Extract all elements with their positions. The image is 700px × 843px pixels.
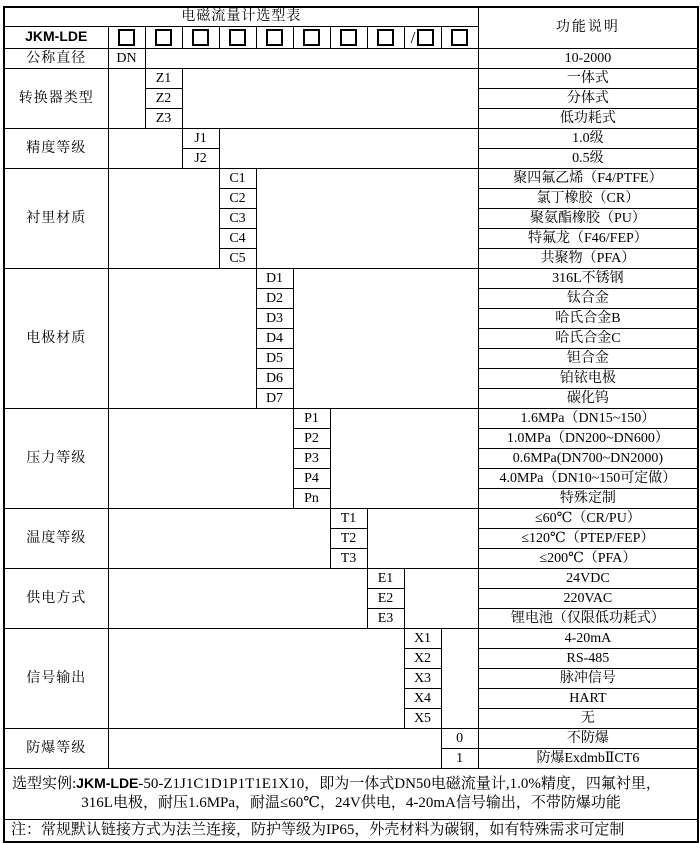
option-code: C3 <box>219 208 256 228</box>
checkbox-icon <box>192 29 209 46</box>
filler-cell <box>108 628 404 728</box>
header-row <box>4 7 698 26</box>
model-name: JKM-LDE <box>4 26 108 48</box>
checkbox-icon <box>340 29 357 46</box>
option-desc: 无 <box>478 708 698 728</box>
filler-cell <box>108 168 219 268</box>
section-row <box>4 128 698 148</box>
checkbox-icon <box>303 29 320 46</box>
option-code: D4 <box>256 328 293 348</box>
option-code: E3 <box>367 608 404 628</box>
filler-cell <box>441 628 478 728</box>
section-row <box>4 168 698 188</box>
option-desc: 钛合金 <box>478 288 698 308</box>
checkbox-icon <box>118 29 135 46</box>
option-desc: 一体式 <box>478 68 698 88</box>
diameter-row <box>4 48 698 68</box>
section-label: 信号输出 <box>4 628 108 728</box>
option-code: X1 <box>404 628 441 648</box>
filler-cell <box>330 408 478 508</box>
option-code: C2 <box>219 188 256 208</box>
option-desc: 低功耗式 <box>478 108 698 128</box>
model-checkbox-cell <box>108 26 145 48</box>
option-code: C5 <box>219 248 256 268</box>
option-desc: 0.6MPa(DN700~DN2000) <box>478 448 698 468</box>
option-desc: 哈氏合金B <box>478 308 698 328</box>
diameter-code: DN <box>108 48 145 68</box>
model-checkbox-cell <box>145 26 182 48</box>
option-code: D1 <box>256 268 293 288</box>
section-row <box>4 568 698 588</box>
option-desc: 特氟龙（F46/FEP） <box>478 228 698 248</box>
option-desc: ≤60℃（CR/PU） <box>478 508 698 528</box>
model-checkbox-cell <box>293 26 330 48</box>
option-desc: 1.6MPa（DN15~150） <box>478 408 698 428</box>
filler-cell <box>219 128 478 168</box>
option-code: E1 <box>367 568 404 588</box>
example-cell <box>4 768 698 819</box>
option-desc: 220VAC <box>478 588 698 608</box>
model-checkbox-cell <box>441 26 478 48</box>
example-text: -50-Z1J1C1D1P1T1E1X10，即为一体式DN50电磁流量计,1.0%精度，四氟衬里， <box>138 776 661 792</box>
checkbox-icon <box>451 29 468 46</box>
option-desc: 锂电池（仅限低功耗式） <box>478 608 698 628</box>
filler-cell <box>108 128 182 168</box>
filler-cell <box>182 68 478 128</box>
section-label: 温度等级 <box>4 508 108 568</box>
example-line2: 316L电极，耐压1.6MPa，耐温≤60℃，24V供电，4-20mA信号输出，不带防爆功能 <box>81 794 621 811</box>
section-row <box>4 68 698 88</box>
section-row <box>4 268 698 288</box>
option-code: D6 <box>256 368 293 388</box>
filler-cell <box>108 408 293 508</box>
option-code: P4 <box>293 468 330 488</box>
filler-cell <box>108 268 256 408</box>
checkbox-icon <box>155 29 172 46</box>
option-code: 0 <box>441 728 478 748</box>
option-desc: 1.0级 <box>478 128 698 148</box>
slash-separator: / <box>410 27 416 47</box>
option-code: T2 <box>330 528 367 548</box>
option-desc: 4-20mA <box>478 628 698 648</box>
filler-cell <box>145 48 478 68</box>
checkbox-icon <box>266 29 283 46</box>
diameter-desc: 10-2000 <box>478 48 698 68</box>
option-desc: 分体式 <box>478 88 698 108</box>
option-code: D5 <box>256 348 293 368</box>
example-model-code: JKM-LDE <box>76 775 139 791</box>
section-label: 电极材质 <box>4 268 108 408</box>
filler-cell <box>108 568 367 628</box>
filler-cell <box>293 268 478 408</box>
section-label: 精度等级 <box>4 128 108 168</box>
option-desc: 脉冲信号 <box>478 668 698 688</box>
model-checkbox-cell <box>182 26 219 48</box>
option-desc: 特殊定制 <box>478 488 698 508</box>
option-desc: 钽合金 <box>478 348 698 368</box>
checkbox-icon <box>417 29 434 46</box>
option-desc: 聚氨酯橡胶（PU） <box>478 208 698 228</box>
option-code: X3 <box>404 668 441 688</box>
option-desc: 碳化钨 <box>478 388 698 408</box>
option-code: Z1 <box>145 68 182 88</box>
filler-cell <box>404 568 478 628</box>
section-row <box>4 508 698 528</box>
option-desc: 铂铱电极 <box>478 368 698 388</box>
option-desc: 共聚物（PFA） <box>478 248 698 268</box>
option-desc: RS-485 <box>478 648 698 668</box>
option-code: T1 <box>330 508 367 528</box>
option-desc: 不防爆 <box>478 728 698 748</box>
example-prefix: 选型实例: <box>12 776 77 792</box>
section-row <box>4 628 698 648</box>
model-checkbox-cell <box>330 26 367 48</box>
note-row <box>4 819 698 842</box>
option-code: D3 <box>256 308 293 328</box>
note-cell: 注：常规默认链接方式为法兰连接，防护等级为IP65，外壳材料为碳钢，如有特殊需求可定制 <box>4 819 698 842</box>
filler-cell <box>367 508 478 568</box>
example-row <box>4 768 698 819</box>
option-code: C1 <box>219 168 256 188</box>
section-label: 防爆等级 <box>4 728 108 768</box>
diameter-label: 公称直径 <box>4 48 108 68</box>
section-label: 压力等级 <box>4 408 108 508</box>
option-desc: HART <box>478 688 698 708</box>
option-code: X2 <box>404 648 441 668</box>
section-label: 衬里材质 <box>4 168 108 268</box>
option-desc: 防爆ExdmbⅡCT6 <box>478 748 698 768</box>
option-desc: 24VDC <box>478 568 698 588</box>
option-code: D7 <box>256 388 293 408</box>
option-code: Z2 <box>145 88 182 108</box>
option-code: X5 <box>404 708 441 728</box>
section-label: 转换器类型 <box>4 68 108 128</box>
option-code: T3 <box>330 548 367 568</box>
option-desc: 316L不锈钢 <box>478 268 698 288</box>
option-desc: 氯丁橡胶（CR） <box>478 188 698 208</box>
option-desc: 4.0MPa（DN10~150可定做） <box>478 468 698 488</box>
option-code: Z3 <box>145 108 182 128</box>
option-desc: 0.5级 <box>478 148 698 168</box>
model-checkbox-cell <box>367 26 404 48</box>
section-label: 供电方式 <box>4 568 108 628</box>
option-desc: 哈氏合金C <box>478 328 698 348</box>
filler-cell <box>256 168 478 268</box>
section-row <box>4 408 698 428</box>
option-code: Pn <box>293 488 330 508</box>
checkbox-icon <box>229 29 246 46</box>
selection-table <box>3 6 699 843</box>
option-desc: ≤200℃（PFA） <box>478 548 698 568</box>
option-code: X4 <box>404 688 441 708</box>
table-title: 电磁流量计选型表 <box>4 7 478 26</box>
filler-cell <box>108 728 441 768</box>
option-code: J2 <box>182 148 219 168</box>
option-code: 1 <box>441 748 478 768</box>
filler-cell <box>108 68 145 128</box>
model-checkbox-cell <box>256 26 293 48</box>
option-code: P3 <box>293 448 330 468</box>
section-row <box>4 728 698 748</box>
model-checkbox-cell <box>219 26 256 48</box>
function-header: 功能说明 <box>478 7 698 48</box>
option-desc: ≤120℃（PTEP/FEP） <box>478 528 698 548</box>
example-line1 <box>5 775 697 794</box>
option-code: C4 <box>219 228 256 248</box>
option-code: P2 <box>293 428 330 448</box>
option-desc: 聚四氟乙烯（F4/PTFE） <box>478 168 698 188</box>
option-code: E2 <box>367 588 404 608</box>
checkbox-icon <box>377 29 394 46</box>
filler-cell <box>108 508 330 568</box>
option-code: D2 <box>256 288 293 308</box>
option-code: P1 <box>293 408 330 428</box>
option-desc: 1.0MPa（DN200~DN600） <box>478 428 698 448</box>
option-code: J1 <box>182 128 219 148</box>
model-checkbox-cell <box>404 26 441 48</box>
